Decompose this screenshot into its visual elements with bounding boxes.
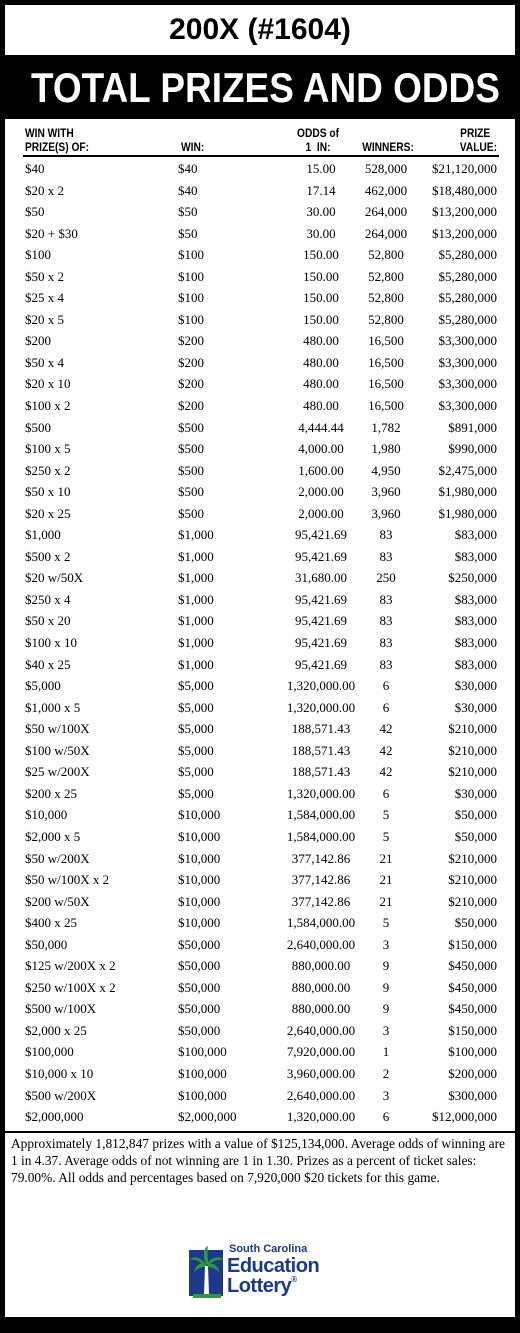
prize-value-cell: $450,000 bbox=[448, 979, 497, 995]
winners-cell: 5 bbox=[382, 828, 390, 844]
winners-cell: 4,950 bbox=[371, 462, 401, 478]
table-row bbox=[5, 913, 515, 935]
winners-cell: 1,980 bbox=[371, 441, 401, 457]
logo-line-state: South Carolina bbox=[229, 1243, 308, 1255]
winners-cell: 42 bbox=[379, 721, 393, 737]
column-header-winners: WINNERS: bbox=[362, 140, 414, 154]
win-cell: $1,000 bbox=[178, 635, 214, 651]
logo-line-lottery bbox=[227, 1276, 297, 1296]
prize-cell: $125 w/200X x 2 bbox=[25, 958, 116, 974]
prize-cell: $100 bbox=[25, 247, 51, 263]
table-row bbox=[5, 655, 515, 677]
odds-cell: 150.00 bbox=[303, 290, 339, 306]
odds-cell: 30.00 bbox=[306, 204, 336, 220]
title-banner bbox=[5, 55, 515, 119]
table-row bbox=[5, 439, 515, 461]
odds-sheet bbox=[5, 5, 515, 1317]
table-row bbox=[5, 590, 515, 612]
prize-value-cell: $210,000 bbox=[448, 850, 497, 866]
game-title: 200X (#1604) bbox=[169, 13, 351, 46]
banner-text: TOTAL PRIZES AND ODDS bbox=[31, 64, 500, 111]
prize-value-cell: $30,000 bbox=[454, 678, 497, 694]
odds-cell: 880,000.00 bbox=[291, 979, 351, 995]
prize-cell: $100 x 5 bbox=[25, 441, 71, 457]
prize-value-cell: $210,000 bbox=[448, 764, 497, 780]
prize-value-cell: $210,000 bbox=[448, 721, 497, 737]
win-cell: $100 bbox=[178, 247, 204, 263]
prize-cell: $1,000 bbox=[25, 527, 61, 543]
prize-value-cell: $210,000 bbox=[448, 872, 497, 888]
odds-cell: 95,421.69 bbox=[295, 635, 347, 651]
win-cell: $200 bbox=[178, 333, 204, 349]
table-row bbox=[5, 1042, 515, 1064]
prize-value-cell: $18,480,000 bbox=[432, 182, 497, 198]
odds-cell: 30.00 bbox=[306, 225, 336, 241]
prize-value-cell: $300,000 bbox=[448, 1087, 497, 1103]
odds-cell: 1,584,000.00 bbox=[286, 807, 356, 823]
prize-value-cell: $5,280,000 bbox=[438, 268, 497, 284]
prize-value-cell: $3,300,000 bbox=[438, 333, 497, 349]
win-cell: $50,000 bbox=[178, 1022, 221, 1038]
winners-cell: 83 bbox=[379, 635, 393, 651]
prize-cell: $500 x 2 bbox=[25, 548, 71, 564]
column-header-prize-line2: PRIZE(S) OF: bbox=[25, 140, 90, 154]
win-cell: $1,000 bbox=[178, 591, 214, 607]
prize-cell: $20 x 10 bbox=[25, 376, 71, 392]
odds-footnote: Approximately 1,812,847 prizes with a value of $125,134,000. Average odds of winning are 1 in 4.37. Average odds of not winning are 1 in 1.30. Prizes as a percent of ticket sales: 79.00%. All odds and percentages based on 7,920,000 $20 tickets for this game. bbox=[11, 1136, 505, 1185]
winners-cell: 6 bbox=[382, 1109, 390, 1125]
prize-cell: $100 x 10 bbox=[25, 635, 77, 651]
prize-cell: $50 x 10 bbox=[25, 484, 71, 500]
odds-cell: 2,640,000.00 bbox=[286, 936, 356, 952]
table-row bbox=[5, 224, 515, 246]
odds-cell: 4,444.44 bbox=[298, 419, 344, 435]
winners-cell: 21 bbox=[379, 893, 393, 909]
odds-cell: 95,421.69 bbox=[295, 656, 347, 672]
winners-cell: 6 bbox=[382, 785, 390, 801]
table-row bbox=[5, 374, 515, 396]
table-row bbox=[5, 245, 515, 267]
table-row bbox=[5, 181, 515, 203]
prize-value-cell: $5,280,000 bbox=[438, 290, 497, 306]
table-row bbox=[5, 805, 515, 827]
winners-cell: 1 bbox=[382, 1044, 390, 1060]
odds-cell: 31,680.00 bbox=[295, 570, 347, 586]
win-cell: $100 bbox=[178, 268, 204, 284]
column-header-value bbox=[438, 126, 498, 154]
winners-cell: 42 bbox=[379, 742, 393, 758]
table-row bbox=[5, 999, 515, 1021]
odds-cell: 377,142.86 bbox=[291, 872, 351, 888]
win-cell: $10,000 bbox=[178, 915, 221, 931]
winners-cell: 42 bbox=[379, 764, 393, 780]
winners-cell: 83 bbox=[379, 613, 393, 629]
winners-cell: 21 bbox=[379, 872, 393, 888]
column-header-win: WIN: bbox=[181, 140, 205, 154]
winners-cell: 264,000 bbox=[364, 225, 408, 241]
winners-cell: 16,500 bbox=[368, 376, 404, 392]
logo-line-lottery-text: Lottery bbox=[227, 1275, 292, 1297]
winners-cell: 3 bbox=[382, 1087, 390, 1103]
prize-cell: $50 x 20 bbox=[25, 613, 71, 629]
win-cell: $100,000 bbox=[178, 1065, 227, 1081]
prize-cell: $50 w/100X bbox=[25, 721, 90, 737]
table-row bbox=[5, 676, 515, 698]
table-row bbox=[5, 698, 515, 720]
winners-cell: 2 bbox=[382, 1065, 390, 1081]
prize-value-cell: $30,000 bbox=[454, 699, 497, 715]
win-cell: $5,000 bbox=[178, 678, 214, 694]
table-row bbox=[5, 331, 515, 353]
prize-cell: $100 x 2 bbox=[25, 398, 71, 414]
prize-value-cell: $83,000 bbox=[454, 527, 497, 543]
column-header-odds-line2: 1 IN: bbox=[305, 140, 331, 154]
sc-education-lottery-logo bbox=[187, 1240, 347, 1304]
prize-cell: $20 x 2 bbox=[25, 182, 64, 198]
odds-cell: 1,600.00 bbox=[298, 462, 344, 478]
prize-cell: $100,000 bbox=[25, 1044, 74, 1060]
odds-cell: 1,584,000.00 bbox=[286, 915, 356, 931]
table-row bbox=[5, 956, 515, 978]
prize-value-cell: $3,300,000 bbox=[438, 376, 497, 392]
odds-cell: 480.00 bbox=[303, 398, 339, 414]
win-cell: $10,000 bbox=[178, 807, 221, 823]
prize-value-cell: $50,000 bbox=[454, 915, 497, 931]
odds-cell: 7,920,000.00 bbox=[286, 1044, 356, 1060]
table-row bbox=[5, 504, 515, 526]
win-cell: $50,000 bbox=[178, 936, 221, 952]
odds-cell: 377,142.86 bbox=[291, 850, 351, 866]
prize-value-cell: $150,000 bbox=[448, 1022, 497, 1038]
winners-cell: 250 bbox=[376, 570, 396, 586]
winners-cell: 16,500 bbox=[368, 354, 404, 370]
winners-cell: 6 bbox=[382, 678, 390, 694]
win-cell: $500 bbox=[178, 505, 204, 521]
table-row bbox=[5, 310, 515, 332]
prize-cell: $40 x 25 bbox=[25, 656, 71, 672]
table-row bbox=[5, 288, 515, 310]
prize-cell: $50 x 2 bbox=[25, 268, 64, 284]
win-cell: $200 bbox=[178, 376, 204, 392]
odds-cell: 150.00 bbox=[303, 268, 339, 284]
table-row bbox=[5, 935, 515, 957]
odds-cell: 150.00 bbox=[303, 311, 339, 327]
table-row bbox=[5, 525, 515, 547]
prize-cell: $500 w/200X bbox=[25, 1087, 97, 1103]
winners-cell: 528,000 bbox=[364, 161, 408, 176]
prize-value-cell: $1,980,000 bbox=[438, 484, 497, 500]
prize-value-cell: $83,000 bbox=[454, 613, 497, 629]
odds-cell: 150.00 bbox=[303, 247, 339, 263]
prize-value-cell: $3,300,000 bbox=[438, 354, 497, 370]
winners-cell: 16,500 bbox=[368, 333, 404, 349]
win-cell: $1,000 bbox=[178, 613, 214, 629]
odds-cell: 880,000.00 bbox=[291, 1001, 351, 1017]
winners-cell: 52,800 bbox=[368, 247, 404, 263]
prize-table bbox=[5, 159, 515, 1129]
odds-cell: 880,000.00 bbox=[291, 958, 351, 974]
winners-cell: 16,500 bbox=[368, 398, 404, 414]
prize-value-cell: $450,000 bbox=[448, 1001, 497, 1017]
winners-cell: 83 bbox=[379, 527, 393, 543]
table-row bbox=[5, 353, 515, 375]
win-cell: $50 bbox=[178, 204, 198, 220]
prize-cell: $400 x 25 bbox=[25, 915, 77, 931]
table-row bbox=[5, 611, 515, 633]
winners-cell: 462,000 bbox=[364, 182, 408, 198]
prize-cell: $250 w/100X x 2 bbox=[25, 979, 116, 995]
odds-cell: 480.00 bbox=[303, 376, 339, 392]
column-header-odds bbox=[288, 126, 348, 154]
column-header-prize bbox=[25, 126, 89, 154]
odds-cell: 480.00 bbox=[303, 333, 339, 349]
table-row bbox=[5, 1064, 515, 1086]
table-row bbox=[5, 978, 515, 1000]
winners-cell: 9 bbox=[382, 958, 390, 974]
win-cell: $50,000 bbox=[178, 1001, 221, 1017]
table-row bbox=[5, 633, 515, 655]
prize-value-cell: $21,120,000 bbox=[432, 161, 497, 176]
win-cell: $10,000 bbox=[178, 893, 221, 909]
win-cell: $500 bbox=[178, 441, 204, 457]
prize-value-cell: $30,000 bbox=[454, 785, 497, 801]
winners-cell: 3,960 bbox=[371, 505, 401, 521]
winners-cell: 21 bbox=[379, 850, 393, 866]
win-cell: $50 bbox=[178, 225, 198, 241]
win-cell: $5,000 bbox=[178, 785, 214, 801]
column-header-value-line2: VALUE: bbox=[459, 140, 497, 154]
table-row bbox=[5, 1086, 515, 1108]
table-row bbox=[5, 784, 515, 806]
odds-cell: 377,142.86 bbox=[291, 893, 351, 909]
odds-cell: 1,320,000.00 bbox=[286, 678, 356, 694]
odds-cell: 95,421.69 bbox=[295, 591, 347, 607]
table-row bbox=[5, 267, 515, 289]
win-cell: $5,000 bbox=[178, 742, 214, 758]
prize-value-cell: $200,000 bbox=[448, 1065, 497, 1081]
prize-cell: $2,000,000 bbox=[25, 1109, 84, 1125]
prize-cell: $5,000 bbox=[25, 678, 61, 694]
win-cell: $5,000 bbox=[178, 764, 214, 780]
odds-cell: 188,571.43 bbox=[291, 764, 351, 780]
odds-cell: 2,640,000.00 bbox=[286, 1087, 356, 1103]
winners-cell: 9 bbox=[382, 979, 390, 995]
prize-value-cell: $50,000 bbox=[454, 807, 497, 823]
prize-cell: $50 x 4 bbox=[25, 354, 64, 370]
win-cell: $1,000 bbox=[178, 548, 214, 564]
win-cell: $5,000 bbox=[178, 721, 214, 737]
odds-cell: 15.00 bbox=[306, 161, 336, 176]
prize-cell: $500 bbox=[25, 419, 51, 435]
winners-cell: 6 bbox=[382, 699, 390, 715]
table-row bbox=[5, 461, 515, 483]
prize-cell: $20 x 5 bbox=[25, 311, 64, 327]
prize-cell: $50 w/200X bbox=[25, 850, 90, 866]
prize-cell: $2,000 x 5 bbox=[25, 828, 81, 844]
odds-cell: 2,000.00 bbox=[298, 484, 344, 500]
prize-cell: $2,000 x 25 bbox=[25, 1022, 87, 1038]
prize-value-cell: $1,980,000 bbox=[438, 505, 497, 521]
winners-cell: 3 bbox=[382, 936, 390, 952]
prize-value-cell: $3,300,000 bbox=[438, 398, 497, 414]
prize-value-cell: $891,000 bbox=[448, 419, 497, 435]
odds-cell: 188,571.43 bbox=[291, 721, 351, 737]
winners-cell: 1,782 bbox=[371, 419, 401, 435]
prize-cell: $20 x 25 bbox=[25, 505, 71, 521]
prize-value-cell: $450,000 bbox=[448, 958, 497, 974]
prize-cell: $500 w/100X bbox=[25, 1001, 97, 1017]
winners-cell: 9 bbox=[382, 1001, 390, 1017]
prize-value-cell: $250,000 bbox=[448, 570, 497, 586]
odds-cell: 4,000.00 bbox=[298, 441, 344, 457]
table-row bbox=[5, 870, 515, 892]
logo-line-education: Education bbox=[227, 1255, 320, 1277]
win-cell: $500 bbox=[178, 484, 204, 500]
winners-cell: 52,800 bbox=[368, 268, 404, 284]
prize-cell: $50 w/100X x 2 bbox=[25, 872, 110, 888]
odds-cell: 1,320,000.00 bbox=[286, 785, 356, 801]
table-row bbox=[5, 568, 515, 590]
win-cell: $1,000 bbox=[178, 527, 214, 543]
prize-value-cell: $13,200,000 bbox=[432, 204, 497, 220]
prize-cell: $200 bbox=[25, 333, 51, 349]
win-cell: $40 bbox=[178, 161, 198, 176]
column-header-odds-line1: ODDS of bbox=[297, 126, 339, 140]
win-cell: $100 bbox=[178, 311, 204, 327]
winners-cell: 83 bbox=[379, 591, 393, 607]
prize-value-cell: $100,000 bbox=[448, 1044, 497, 1060]
prize-cell: $40 bbox=[25, 161, 45, 176]
prize-cell: $10,000 x 10 bbox=[25, 1065, 94, 1081]
prize-cell: $100 w/50X bbox=[25, 742, 90, 758]
table-row bbox=[5, 418, 515, 440]
prize-cell: $50 bbox=[25, 204, 45, 220]
palmetto-logo-icon bbox=[187, 1242, 231, 1302]
prize-value-cell: $50,000 bbox=[454, 828, 497, 844]
win-cell: $200 bbox=[178, 354, 204, 370]
table-row bbox=[5, 1107, 515, 1129]
table-row bbox=[5, 1021, 515, 1043]
odds-cell: 17.14 bbox=[306, 182, 336, 198]
winners-cell: 5 bbox=[382, 915, 390, 931]
prize-cell: $20 + $30 bbox=[25, 225, 78, 241]
prize-cell: $10,000 bbox=[25, 807, 68, 823]
odds-cell: 2,640,000.00 bbox=[286, 1022, 356, 1038]
winners-cell: 83 bbox=[379, 548, 393, 564]
prize-value-cell: $150,000 bbox=[448, 936, 497, 952]
prize-value-cell: $210,000 bbox=[448, 893, 497, 909]
odds-cell: 188,571.43 bbox=[291, 742, 351, 758]
win-cell: $50,000 bbox=[178, 979, 221, 995]
winners-cell: 83 bbox=[379, 656, 393, 672]
odds-cell: 95,421.69 bbox=[295, 613, 347, 629]
table-row bbox=[5, 482, 515, 504]
win-cell: $50,000 bbox=[178, 958, 221, 974]
table-row bbox=[5, 892, 515, 914]
prize-value-cell: $83,000 bbox=[454, 591, 497, 607]
prize-value-cell: $83,000 bbox=[454, 656, 497, 672]
header-divider bbox=[23, 155, 499, 157]
winners-cell: 5 bbox=[382, 807, 390, 823]
win-cell: $5,000 bbox=[178, 699, 214, 715]
prize-cell: $200 x 25 bbox=[25, 785, 77, 801]
winners-cell: 52,800 bbox=[368, 311, 404, 327]
win-cell: $100,000 bbox=[178, 1044, 227, 1060]
column-header-value-line1: PRIZE bbox=[460, 126, 491, 140]
prize-value-cell: $990,000 bbox=[448, 441, 497, 457]
table-row bbox=[5, 762, 515, 784]
win-cell: $1,000 bbox=[178, 570, 214, 586]
table-row bbox=[5, 741, 515, 763]
win-cell: $2,000,000 bbox=[178, 1109, 237, 1125]
table-row bbox=[5, 849, 515, 871]
win-cell: $1,000 bbox=[178, 656, 214, 672]
win-cell: $10,000 bbox=[178, 850, 221, 866]
table-row bbox=[5, 719, 515, 741]
winners-cell: 52,800 bbox=[368, 290, 404, 306]
prize-value-cell: $12,000,000 bbox=[432, 1109, 497, 1125]
prize-value-cell: $210,000 bbox=[448, 742, 497, 758]
odds-cell: 2,000.00 bbox=[298, 505, 344, 521]
win-cell: $500 bbox=[178, 419, 204, 435]
prize-value-cell: $5,280,000 bbox=[438, 247, 497, 263]
win-cell: $100 bbox=[178, 290, 204, 306]
table-row bbox=[5, 159, 515, 181]
prize-value-cell: $83,000 bbox=[454, 548, 497, 564]
prize-cell: $25 w/200X bbox=[25, 764, 90, 780]
prize-cell: $50,000 bbox=[25, 936, 68, 952]
prize-cell: $200 w/50X bbox=[25, 893, 90, 909]
win-cell: $200 bbox=[178, 398, 204, 414]
odds-cell: 480.00 bbox=[303, 354, 339, 370]
table-bottom-divider bbox=[5, 1131, 515, 1133]
winners-cell: 3,960 bbox=[371, 484, 401, 500]
prize-cell: $1,000 x 5 bbox=[25, 699, 81, 715]
win-cell: $10,000 bbox=[178, 872, 221, 888]
win-cell: $10,000 bbox=[178, 828, 221, 844]
prize-value-cell: $13,200,000 bbox=[432, 225, 497, 241]
odds-cell: 95,421.69 bbox=[295, 527, 347, 543]
winners-cell: 3 bbox=[382, 1022, 390, 1038]
win-cell: $500 bbox=[178, 462, 204, 478]
win-cell: $40 bbox=[178, 182, 198, 198]
column-header-prize-line1: WIN WITH bbox=[25, 126, 74, 140]
table-row bbox=[5, 547, 515, 569]
table-row bbox=[5, 202, 515, 224]
table-row bbox=[5, 396, 515, 418]
odds-cell: 3,960,000.00 bbox=[286, 1065, 356, 1081]
odds-cell: 1,584,000.00 bbox=[286, 828, 356, 844]
odds-cell: 95,421.69 bbox=[295, 548, 347, 564]
prize-cell: $250 x 2 bbox=[25, 462, 71, 478]
winners-cell: 264,000 bbox=[364, 204, 408, 220]
prize-value-cell: $2,475,000 bbox=[438, 462, 497, 478]
prize-value-cell: $83,000 bbox=[454, 635, 497, 651]
prize-cell: $20 w/50X bbox=[25, 570, 84, 586]
prize-cell: $250 x 4 bbox=[25, 591, 71, 607]
prize-value-cell: $5,280,000 bbox=[438, 311, 497, 327]
win-cell: $100,000 bbox=[178, 1087, 227, 1103]
prize-cell: $25 x 4 bbox=[25, 290, 64, 306]
odds-cell: 1,320,000.00 bbox=[286, 1109, 356, 1125]
odds-cell: 1,320,000.00 bbox=[286, 699, 356, 715]
registered-mark: ® bbox=[291, 1275, 297, 1284]
table-row bbox=[5, 827, 515, 849]
